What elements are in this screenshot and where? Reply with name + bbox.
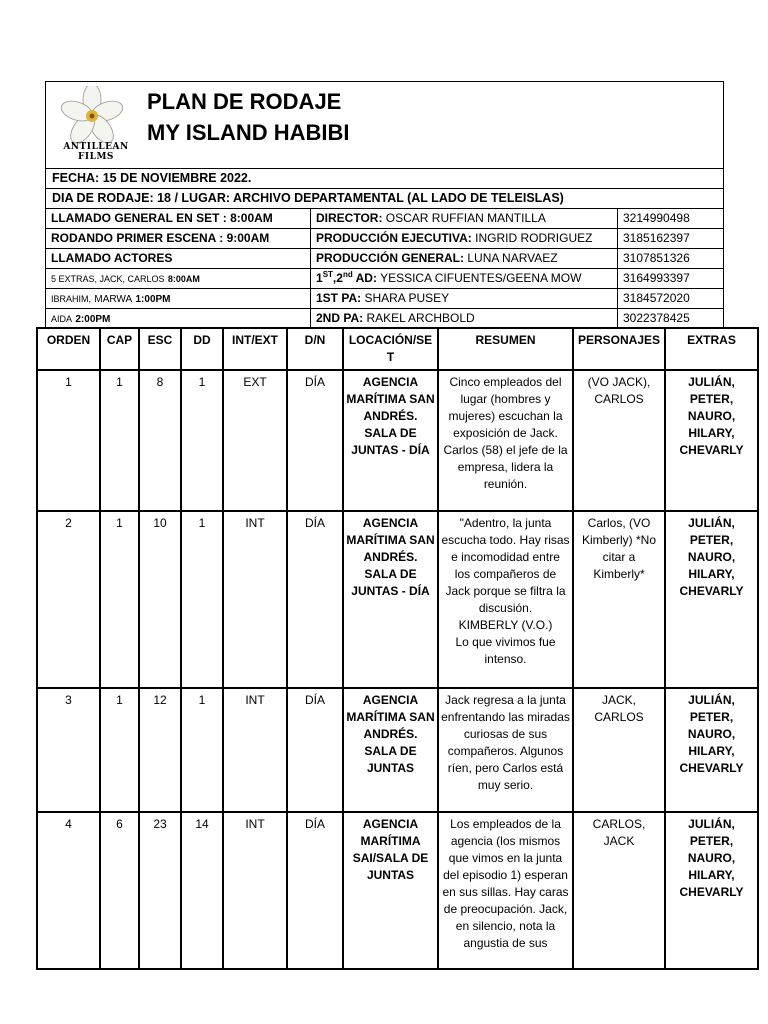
actors-call-heading: LLAMADO ACTORES [46, 249, 311, 268]
extras-cell: JULIÁN, PETER, NAURO, HILARY, CHEVARLY [665, 511, 758, 688]
crew-name: OSCAR RUFFIAN MANTILLA [385, 211, 546, 225]
crew-role: PRODUCCIÓN EJECUTIVA: [316, 231, 472, 245]
actor-call-names: MARWA [94, 294, 133, 305]
crew-row [46, 229, 723, 249]
table-row [37, 370, 758, 511]
scene-cell: 23 [139, 812, 181, 969]
column-header: ORDEN [37, 328, 100, 370]
crew-name: LUNA NARVAEZ [467, 251, 558, 265]
crew-phone: 3214990498 [623, 211, 690, 225]
crew-row [46, 309, 723, 329]
page-title [147, 86, 350, 148]
day-cell: 1 [181, 370, 223, 511]
crew-name: RAKEL ARCHBOLD [366, 311, 475, 325]
order-cell: 4 [37, 812, 100, 969]
actor-call-time: 8:00AM [167, 274, 200, 284]
actor-call [46, 309, 311, 328]
day-night-cell: DÍA [287, 511, 343, 688]
summary-cell: Jack regresa a la junta enfrentando las miradas curiosas de sus compañeros. Algunos ríen, pero Carlos está muy serio. [438, 688, 573, 812]
crew-row [46, 289, 723, 309]
actor-call [46, 289, 311, 308]
title-line-1: PLAN DE RODAJE [147, 89, 342, 114]
column-header: INT/EXT [223, 328, 287, 370]
crew-phone: 3184572020 [623, 291, 690, 305]
extras-cell: JULIÁN, PETER, NAURO, HILARY, CHEVARLY [665, 370, 758, 511]
actor-call-names: 5 EXTRAS, JACK, CARLOS [51, 274, 165, 284]
chapter-cell: 1 [100, 370, 139, 511]
crew-role: 2ND PA: [316, 311, 364, 325]
schedule-table [36, 327, 759, 970]
day-cell: 1 [181, 688, 223, 812]
location-cell: AGENCIA MARÍTIMA SAN ANDRÉS. SALA DE JUNTAS [343, 688, 438, 812]
day-cell: 1 [181, 511, 223, 688]
crew-phone: 3185162397 [623, 231, 690, 245]
extras-cell: JULIÁN, PETER, NAURO, HILARY, CHEVARLY [665, 812, 758, 969]
characters-cell: (VO JACK), CARLOS [573, 370, 665, 511]
scene-cell: 10 [139, 511, 181, 688]
column-header: D/N [287, 328, 343, 370]
table-row [37, 688, 758, 812]
shooting-day-row: DIA DE RODAJE: 18 / LUGAR: ARCHIVO DEPARTAMENTAL (AL LADO DE TELEISLAS) [46, 189, 723, 209]
int-ext-cell: INT [223, 688, 287, 812]
crew-phone: 3107851326 [623, 251, 690, 265]
summary-cell: Cinco empleados del lugar (hombres y mujeres) escuchan la exposición de Jack. Carlos (58) el jefe de la empresa, lidera la reunión. [438, 370, 573, 511]
location-cell: AGENCIA MARÍTIMA SAI/SALA DE JUNTAS [343, 812, 438, 969]
column-header: ESC [139, 328, 181, 370]
crew-phone: 3022378425 [623, 311, 690, 325]
location-cell: AGENCIA MARÍTIMA SAN ANDRÉS. SALA DE JUNTAS - DÍA [343, 370, 438, 511]
order-cell: 2 [37, 511, 100, 688]
crew-role: 1ST,2nd AD: [316, 270, 377, 285]
int-ext-cell: EXT [223, 370, 287, 511]
order-cell: 1 [37, 370, 100, 511]
crew-name: SHARA PUSEY [364, 291, 450, 305]
title-line-2: MY ISLAND HABIBI [147, 120, 350, 145]
characters-cell: Carlos, (VO Kimberly) *No citar a Kimberly* [573, 511, 665, 688]
table-row [37, 812, 758, 969]
chapter-cell: 1 [100, 511, 139, 688]
characters-cell: JACK, CARLOS [573, 688, 665, 812]
day-cell: 14 [181, 812, 223, 969]
crew-row [46, 209, 723, 229]
general-call: LLAMADO GENERAL EN SET : 8:00AM [46, 209, 311, 228]
actor-call-names: AIDA [51, 314, 73, 324]
table-header-row [37, 328, 758, 370]
crew-row [46, 249, 723, 269]
table-row [37, 511, 758, 688]
crew-row [46, 269, 723, 289]
chapter-cell: 6 [100, 812, 139, 969]
scene-cell: 8 [139, 370, 181, 511]
column-header: LOCACIÓN/SE T [343, 328, 438, 370]
location-cell: AGENCIA MARÍTIMA SAN ANDRÉS. SALA DE JUNTAS - DÍA [343, 511, 438, 688]
summary-cell: "Adentro, la junta escucha todo. Hay risas e incomodidad entre los compañeros de Jack porque se filtra la discusión. KIMBERLY (V.O.) Lo que vivimos fue intenso. [438, 511, 573, 688]
extras-cell: JULIÁN, PETER, NAURO, HILARY, CHEVARLY [665, 688, 758, 812]
actor-call [46, 269, 311, 288]
flower-logo-icon [52, 86, 132, 164]
logo-text: ANTILLEAN FILMS [63, 142, 129, 162]
crew-role: 1ST PA: [316, 291, 362, 305]
crew-name: INGRID RODRIGUEZ [475, 231, 593, 245]
column-header: PERSONAJES [573, 328, 665, 370]
int-ext-cell: INT [223, 511, 287, 688]
crew-name: YESSICA CIFUENTES/GEENA MOW [380, 271, 582, 285]
characters-cell: CARLOS, JACK [573, 812, 665, 969]
actor-call-names: IBRAHIM, [51, 294, 92, 304]
scene-cell: 12 [139, 688, 181, 812]
int-ext-cell: INT [223, 812, 287, 969]
order-cell: 3 [37, 688, 100, 812]
title-block [46, 82, 723, 169]
day-night-cell: DÍA [287, 812, 343, 969]
column-header: EXTRAS [665, 328, 758, 370]
column-header: RESUMEN [438, 328, 573, 370]
crew-phone: 3164993397 [623, 271, 690, 285]
first-scene-call: RODANDO PRIMER ESCENA : 9:00AM [46, 229, 311, 248]
column-header: CAP [100, 328, 139, 370]
actor-call-time: 2:00PM [75, 314, 111, 325]
crew-role: PRODUCCIÓN GENERAL: [316, 251, 465, 265]
crew-role: DIRECTOR: [316, 211, 383, 225]
summary-cell: Los empleados de la agencia (los mismos que vimos en la junta del episodio 1) esperan en sus sillas. Hay caras de preocupación. Jack, en silencio, nota la angustia de sus [438, 812, 573, 969]
chapter-cell: 1 [100, 688, 139, 812]
call-sheet-header [45, 81, 724, 329]
date-row: FECHA: 15 DE NOVIEMBRE 2022. [46, 169, 723, 189]
day-night-cell: DÍA [287, 370, 343, 511]
day-night-cell: DÍA [287, 688, 343, 812]
actor-call-time: 1:00PM [135, 294, 171, 305]
column-header: DD [181, 328, 223, 370]
